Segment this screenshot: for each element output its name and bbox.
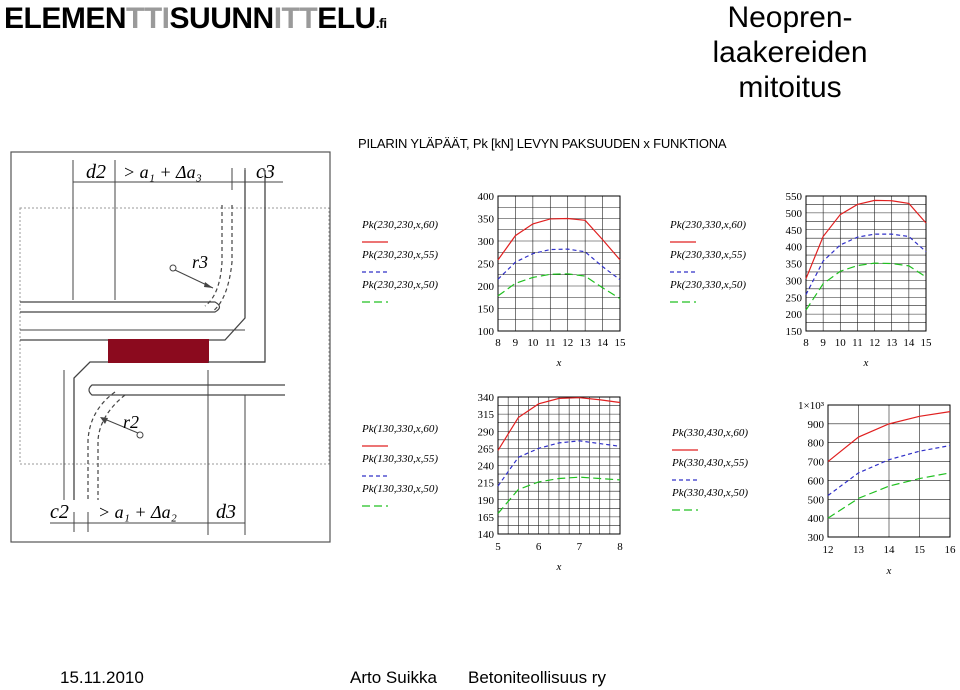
- chart3-legend-1-label: Pk(330,430,x,55): [672, 457, 749, 469]
- chart2-ytick-label: 215: [477, 477, 494, 490]
- chart2-ytick-label: 265: [477, 443, 494, 456]
- title-line-2: laakereiden: [712, 36, 868, 69]
- chart3-ytick-label: 500: [807, 494, 824, 507]
- chart0-xtick-label: 11: [544, 337, 556, 349]
- chart0-ytick-label: 250: [477, 258, 494, 271]
- chart2-legend-2-label: Pk(130,330,x,50): [362, 483, 439, 495]
- chart3-xlabel: x: [886, 565, 892, 577]
- chart0-series-0-line: [498, 219, 620, 260]
- chart0-ytick-label: 350: [477, 213, 494, 226]
- chart3-xtick-label: 14: [883, 544, 895, 556]
- dim-label-a1-da3: > a₁ + Δa₃: [123, 162, 202, 182]
- dim-label-c2: c2: [50, 501, 69, 523]
- chart3-xtick-label: 15: [914, 544, 925, 556]
- chart0-xtick-label: 10: [527, 337, 539, 349]
- dim-label-a1-da2: > a₁ + Δa₂: [98, 502, 177, 522]
- chart0-xtick-label: 14: [597, 337, 609, 349]
- chart0-ytick-label: 200: [477, 281, 494, 293]
- chart1-series-2-line: [806, 263, 926, 310]
- chart1-xlabel: x: [863, 357, 869, 369]
- chart0-xtick-label: 8: [495, 337, 501, 349]
- footer-author: Arto Suikka: [350, 668, 437, 687]
- chart1-ytick-label: 400: [785, 241, 802, 254]
- elementtisuunnittelu-logo: ELEMENTTISUUNNITTELU.fi: [4, 2, 387, 35]
- chart1-legend-0-label: Pk(230,330,x,60): [670, 219, 747, 231]
- chart2-xtick-label: 5: [495, 541, 501, 553]
- chart1-legend-1-label: Pk(230,330,x,55): [670, 249, 747, 261]
- dim-label-d3: d3: [216, 501, 236, 523]
- chart3-xtick-label: 12: [822, 544, 834, 556]
- chart1-xtick-label: 12: [869, 337, 881, 349]
- chart1-xtick-label: 10: [834, 337, 846, 349]
- footer-date: 15.11.2010: [60, 668, 144, 687]
- chart0-xtick-label: 9: [512, 337, 519, 349]
- chart2-ytick-label: 190: [477, 494, 494, 507]
- chart1-xtick-label: 8: [803, 337, 809, 349]
- chart1-ytick-label: 350: [785, 258, 802, 271]
- chart0-legend-1-label: Pk(230,230,x,55): [362, 249, 439, 261]
- title-line-3: mitoitus: [738, 71, 842, 104]
- chart1-ytick-label: 300: [785, 275, 802, 288]
- chart1-xtick-label: 9: [820, 337, 826, 349]
- chart0-legend-2-label: Pk(230,230,x,50): [362, 279, 439, 291]
- radius-label-r2: r2: [123, 412, 140, 432]
- chart1-ytick-label: 550: [785, 191, 802, 203]
- chart2-ytick-label: 240: [477, 460, 494, 473]
- chart0-ytick-label: 400: [477, 191, 494, 203]
- chart2-ytick-label: 340: [477, 392, 494, 404]
- chart3-ytick-label: 1×10³: [797, 400, 824, 412]
- chart0-ytick-label: 300: [477, 236, 494, 248]
- chart1-legend-2-label: Pk(230,330,x,50): [670, 279, 747, 291]
- chart3-ytick-label: 800: [807, 437, 824, 450]
- chart0-legend-0-label: Pk(230,230,x,60): [362, 219, 439, 231]
- chart3-ytick-label: 700: [807, 456, 824, 469]
- chart0-ytick-label: 150: [477, 303, 494, 316]
- chart2-xtick-label: 6: [535, 541, 542, 553]
- chart2-ytick-label: 315: [477, 409, 494, 422]
- chart3-ytick-label: 400: [807, 513, 824, 526]
- chart2-xtick-label: 7: [576, 541, 583, 553]
- chart2-legend-0-label: Pk(130,330,x,60): [362, 423, 439, 435]
- chart3-xtick-label: 16: [944, 544, 956, 556]
- chart2-xlabel: x: [556, 561, 562, 573]
- chart0-xtick-label: 12: [562, 337, 574, 349]
- chart3-ytick-label: 900: [807, 418, 824, 431]
- dim-label-d2: d2: [86, 161, 106, 183]
- chart3-ytick-label: 600: [807, 475, 824, 488]
- chart3-legend-2-label: Pk(330,430,x,50): [672, 487, 749, 499]
- chart1-ytick-label: 450: [785, 224, 802, 237]
- chart2-ytick-label: 140: [477, 529, 494, 541]
- chart0-series-1-line: [498, 249, 620, 280]
- chart3-xtick-label: 13: [853, 544, 864, 556]
- chart2-legend-1-label: Pk(130,330,x,55): [362, 453, 439, 465]
- title-line-1: Neopren-: [727, 1, 853, 34]
- chart1-xtick-label: 15: [920, 337, 932, 349]
- figure-title: PILARIN YLÄPÄÄT, Pk [kN] LEVYN PAKSUUDEN x FUNKTIONA: [358, 136, 727, 151]
- chart1-xtick-label: 14: [903, 337, 915, 349]
- footer-organization: Betoniteollisuus ry: [468, 668, 606, 687]
- chart0-xtick-label: 15: [614, 337, 626, 349]
- chart0-ytick-label: 100: [477, 326, 494, 338]
- chart1-xtick-label: 11: [852, 337, 863, 349]
- chart3-ytick-label: 300: [807, 532, 824, 544]
- chart1-xtick-label: 13: [886, 337, 898, 349]
- dim-label-c3: c3: [256, 161, 275, 183]
- chart0-xlabel: x: [556, 357, 562, 369]
- chart2-ytick-label: 165: [477, 511, 494, 524]
- chart1-ytick-label: 150: [785, 326, 802, 338]
- radius-label-r3: r3: [192, 252, 209, 272]
- chart2-ytick-label: 290: [477, 426, 494, 439]
- chart1-ytick-label: 500: [785, 207, 802, 220]
- chart1-ytick-label: 250: [785, 292, 802, 305]
- chart0-xtick-label: 13: [579, 337, 591, 349]
- chart2-xtick-label: 8: [617, 541, 623, 553]
- chart1-series-0-line: [806, 200, 926, 278]
- chart1-ytick-label: 200: [785, 309, 802, 322]
- chart3-legend-0-label: Pk(330,430,x,60): [672, 427, 749, 439]
